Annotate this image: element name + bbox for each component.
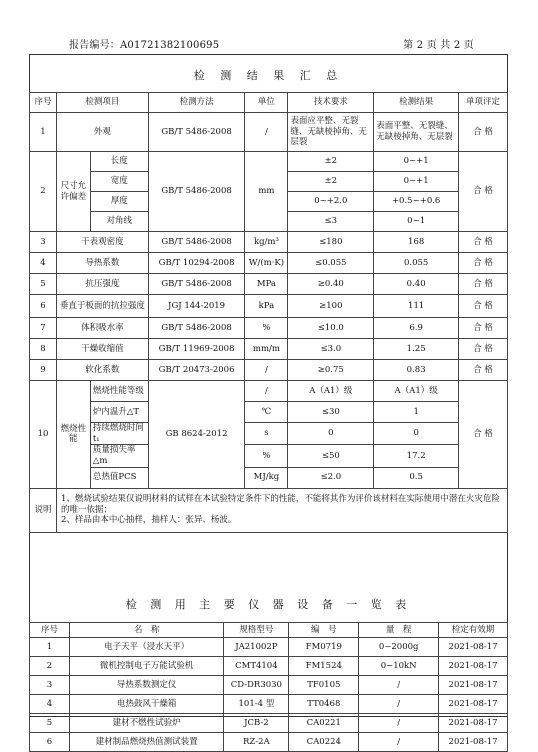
table-row <box>30 657 508 676</box>
sub-item: 长度 <box>90 152 148 172</box>
unit: / <box>245 360 288 381</box>
unit: ℃ <box>245 402 288 423</box>
requirement: A（A1）级 <box>288 381 374 402</box>
unit: / <box>245 113 288 152</box>
result: 0 <box>374 423 459 445</box>
test-method: GB/T 5486-2008 <box>148 318 245 339</box>
test-method: GB/T 5486-2008 <box>148 274 245 295</box>
equipment-header-row <box>30 623 508 638</box>
row-no: 6 <box>30 733 70 752</box>
valid-until: 2021-08-17 <box>439 657 508 676</box>
col-header: 检测方法 <box>148 93 245 113</box>
table-row <box>30 339 508 360</box>
table-row <box>30 638 508 657</box>
note-line: 2、样品由本中心抽样，抽样人：张异、杨波。 <box>60 515 237 526</box>
evaluation: 合 格 <box>459 381 508 489</box>
result: 0~1 <box>374 212 459 232</box>
summary-header-row <box>30 93 508 113</box>
table-row <box>30 360 508 381</box>
equipment-model: 101-4 型 <box>224 695 289 714</box>
result: 0.40 <box>374 274 459 295</box>
col-header: 技术要求 <box>288 93 374 113</box>
equipment-name: 建材制品燃烧热值测试装置 <box>69 733 224 752</box>
evaluation: 合 格 <box>459 339 508 360</box>
col-header: 检测项目 <box>56 93 148 113</box>
evaluation: 合 格 <box>459 232 508 253</box>
table-row <box>30 676 508 695</box>
row-no: 1 <box>30 638 70 657</box>
result: 0.055 <box>374 253 459 274</box>
test-method: GB/T 5486-2008 <box>148 232 245 253</box>
col-header: 规格型号 <box>224 623 289 638</box>
table-row <box>30 695 508 714</box>
result: 0.83 <box>374 360 459 381</box>
test-item: 干表观密度 <box>56 232 148 253</box>
equipment-range: / <box>359 695 439 714</box>
evaluation: 合 格 <box>459 113 508 152</box>
note-text <box>56 488 507 532</box>
requirement: ≥100 <box>288 295 374 318</box>
result: 0~+1 <box>374 152 459 172</box>
equipment-model: JCB-2 <box>224 714 289 733</box>
equipment-model: RZ-2A <box>224 733 289 752</box>
row-no: 4 <box>30 253 57 274</box>
unit: % <box>245 318 288 339</box>
result: 6.9 <box>374 318 459 339</box>
col-header: 量 程 <box>359 623 439 638</box>
sub-item: 质量损失率△m <box>90 445 148 467</box>
requirement: ≥0.75 <box>288 360 374 381</box>
test-method: GB/T 5486-2008 <box>148 152 245 232</box>
requirement: 表面应平整、无裂缝、无缺棱掉角、无层裂 <box>288 113 374 152</box>
row-no: 8 <box>30 339 57 360</box>
requirement: ≤30 <box>288 402 374 423</box>
evaluation: 合 格 <box>459 152 508 232</box>
col-header: 编 号 <box>289 623 359 638</box>
equipment-code: FM1524 <box>289 657 359 676</box>
equipment-model: JA21002P <box>224 638 289 657</box>
summary-title: 检 测 结 果 汇 总 <box>193 69 344 82</box>
requirement: 0~+2.0 <box>288 192 374 212</box>
unit: mm/m <box>245 339 288 360</box>
test-method: GB/T 11969-2008 <box>148 339 245 360</box>
table-row <box>30 714 508 733</box>
requirement: ≤180 <box>288 232 374 253</box>
unit: % <box>245 445 288 467</box>
result: 0.5 <box>374 467 459 488</box>
requirement: ≤3.0 <box>288 339 374 360</box>
sub-item: 宽度 <box>90 172 148 192</box>
evaluation: 合 格 <box>459 318 508 339</box>
equipment-range: 0~2000g <box>359 638 439 657</box>
requirement: ±2 <box>288 172 374 192</box>
test-item: 软化系数 <box>56 360 148 381</box>
sub-item: 燃烧性能等级 <box>90 381 148 402</box>
unit: MPa <box>245 274 288 295</box>
table-row <box>30 152 508 172</box>
table-row <box>30 113 508 152</box>
valid-until: 2021-08-17 <box>439 676 508 695</box>
equipment-name: 电热鼓风干燥箱 <box>69 695 224 714</box>
test-item: 干燥收缩值 <box>56 339 148 360</box>
requirement: ±2 <box>288 152 374 172</box>
table-row <box>30 467 508 488</box>
note-label: 说明 <box>30 488 57 532</box>
requirement: ≥0.40 <box>288 274 374 295</box>
evaluation: 合 格 <box>459 360 508 381</box>
sub-item: 对角线 <box>90 212 148 232</box>
table-row <box>30 295 508 318</box>
valid-until: 2021-08-17 <box>439 714 508 733</box>
row-no: 10 <box>30 381 57 489</box>
group-label: 燃烧性能 <box>56 381 90 489</box>
test-item: 导热系数 <box>56 253 148 274</box>
col-header: 名 称 <box>69 623 224 638</box>
row-no: 2 <box>30 657 70 676</box>
requirement: ≤3 <box>288 212 374 232</box>
group-label: 尺寸允许偏差 <box>56 152 90 232</box>
row-no: 2 <box>30 152 57 232</box>
test-method: JGJ 144-2019 <box>148 295 245 318</box>
evaluation: 合 格 <box>459 253 508 274</box>
sub-item: 炉内温升△T <box>90 402 148 423</box>
report-number: 报告编号：A01721382100695 <box>69 40 220 51</box>
result: +0.5~+0.6 <box>374 192 459 212</box>
col-header: 单位 <box>245 93 288 113</box>
col-header: 检测结果 <box>374 93 459 113</box>
row-no: 5 <box>30 274 57 295</box>
table-row <box>30 402 508 423</box>
unit: kPa <box>245 295 288 318</box>
row-no: 3 <box>30 676 70 695</box>
note-line: 1、燃烧试验结果仅说明材料的试样在本试验特定条件下的性能，不能将其作为评价该材料在实际使用中潜在火灾危险的唯一依据； <box>60 494 500 515</box>
valid-until: 2021-08-17 <box>439 695 508 714</box>
result: 1 <box>374 402 459 423</box>
equipment-name: 建材不燃性试验炉 <box>69 714 224 733</box>
unit: mm <box>245 152 288 232</box>
report-frame <box>29 54 508 747</box>
requirement: ≤0.055 <box>288 253 374 274</box>
equipment-name: 电子天平（浸水天平） <box>69 638 224 657</box>
equipment-name: 微机控制电子万能试验机 <box>69 657 224 676</box>
test-item: 体积吸水率 <box>56 318 148 339</box>
result: 0~+1 <box>374 172 459 192</box>
test-method: GB/T 20473-2006 <box>148 360 245 381</box>
unit: s <box>245 423 288 445</box>
table-row <box>30 381 508 402</box>
row-no: 6 <box>30 295 57 318</box>
row-no: 4 <box>30 695 70 714</box>
row-no: 9 <box>30 360 57 381</box>
valid-until: 2021-08-17 <box>439 733 508 752</box>
table-row <box>30 253 508 274</box>
equipment-range: 0~10kN <box>359 657 439 676</box>
unit: W/(m·K) <box>245 253 288 274</box>
test-method: GB/T 5486-2008 <box>148 113 245 152</box>
col-header: 序号 <box>30 623 70 638</box>
test-method: GB/T 10294-2008 <box>148 253 245 274</box>
evaluation: 合 格 <box>459 274 508 295</box>
col-header: 序号 <box>30 93 57 113</box>
table-row <box>30 423 508 445</box>
result: 168 <box>374 232 459 253</box>
equipment-code: FM0719 <box>289 638 359 657</box>
equipment-title: 检 测 用 主 要 仪 器 设 备 一 览 表 <box>125 598 412 611</box>
result: 17.2 <box>374 445 459 467</box>
equipment-name: 导热系数测定仪 <box>69 676 224 695</box>
row-no: 7 <box>30 318 57 339</box>
test-item: 外观 <box>56 113 148 152</box>
table-row <box>30 733 508 752</box>
col-header: 单项评定 <box>459 93 508 113</box>
equipment-code: TF0105 <box>289 676 359 695</box>
equipment-code: CA0224 <box>289 733 359 752</box>
equipment-model: CD-DR3030 <box>224 676 289 695</box>
note-row <box>30 488 508 532</box>
requirement: ≤50 <box>288 445 374 467</box>
result: 111 <box>374 295 459 318</box>
row-no: 5 <box>30 714 70 733</box>
equipment-range: / <box>359 733 439 752</box>
result: A（A1）级 <box>374 381 459 402</box>
equipment-table <box>29 622 508 752</box>
summary-table <box>29 92 508 533</box>
equipment-code: CA0221 <box>289 714 359 733</box>
result: 表面平整、无裂缝、无缺棱掉角、无层裂 <box>374 113 459 152</box>
unit: kg/m³ <box>245 232 288 253</box>
equipment-model: CMT4104 <box>224 657 289 676</box>
table-row <box>30 232 508 253</box>
table-row <box>30 445 508 467</box>
unit: / <box>245 381 288 402</box>
col-header: 检定有效期 <box>439 623 508 638</box>
result: 1.25 <box>374 339 459 360</box>
sub-item: 总热值PCS <box>90 467 148 488</box>
test-item: 垂直于板面的抗拉强度 <box>56 295 148 318</box>
equipment-code: TT0468 <box>289 695 359 714</box>
table-row <box>30 318 508 339</box>
test-method: GB 8624-2012 <box>148 381 245 489</box>
page-indicator: 第 2 页 共 2 页 <box>403 40 474 51</box>
unit: MJ/kg <box>245 467 288 488</box>
row-no: 3 <box>30 232 57 253</box>
row-no: 1 <box>30 113 57 152</box>
evaluation: 合 格 <box>459 295 508 318</box>
sub-item: 厚度 <box>90 192 148 212</box>
equipment-range: / <box>359 714 439 733</box>
valid-until: 2021-08-17 <box>439 638 508 657</box>
equipment-range: / <box>359 676 439 695</box>
requirement: 0 <box>288 423 374 445</box>
requirement: ≤2.0 <box>288 467 374 488</box>
table-row <box>30 274 508 295</box>
sub-item: 持续燃烧时间 t₁ <box>90 423 148 445</box>
test-item: 抗压强度 <box>56 274 148 295</box>
requirement: ≤10.0 <box>288 318 374 339</box>
